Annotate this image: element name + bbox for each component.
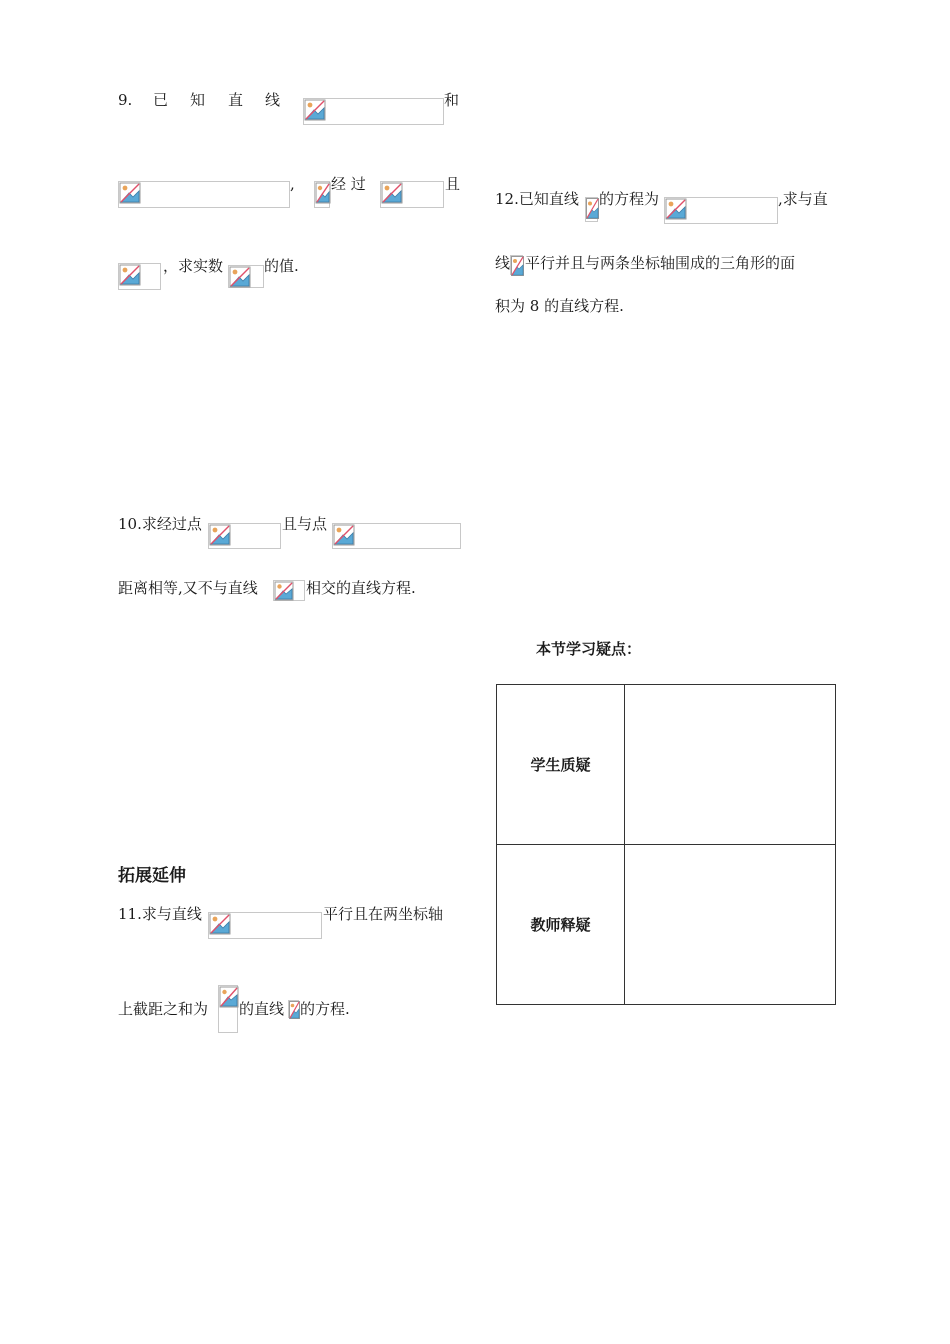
doubts-table — [496, 684, 836, 1005]
broken-image-icon — [333, 524, 355, 546]
row-label: 教师释疑 — [497, 845, 625, 1005]
q12-text: 的方程为 — [599, 190, 660, 208]
q9-and2: 且 — [445, 175, 461, 193]
q11-text: 平行且在两坐标轴 — [323, 905, 444, 923]
q11-text: 上截距之和为 — [118, 1000, 209, 1018]
broken-image-icon — [304, 99, 326, 121]
broken-image-icon — [219, 986, 239, 1008]
broken-image-icon — [586, 198, 599, 220]
q11-text: 的直线 — [239, 1000, 285, 1018]
broken-image-icon — [119, 264, 141, 286]
q9-ask: ，求实数 — [163, 257, 224, 275]
broken-image-icon — [315, 182, 331, 204]
q12-text: 平行并且与两条坐标轴围成的三角形的面 — [525, 254, 796, 272]
formula-image — [585, 197, 598, 222]
table-row — [497, 845, 836, 1005]
q12-text: 线 — [495, 254, 511, 272]
doubts-title: 本节学习疑点： — [536, 640, 642, 658]
q10-text: 10.求经过点 — [118, 515, 202, 533]
q12-text: 12.已知直线 — [495, 190, 579, 208]
q9-char: 知 — [190, 91, 206, 109]
formula-image — [118, 263, 161, 290]
broken-image-icon — [289, 1001, 300, 1019]
broken-image-icon — [665, 198, 687, 220]
answer-cell[interactable] — [625, 685, 836, 845]
broken-image-icon — [381, 182, 403, 204]
q10-text: 相交的直线方程. — [306, 579, 416, 597]
formula-image — [664, 197, 778, 224]
q9-and: 和 — [444, 91, 460, 109]
q9-number: 9. — [118, 91, 133, 109]
answer-cell[interactable] — [625, 845, 836, 1005]
q11-text: 11.求与直线 — [118, 905, 202, 923]
formula-image — [208, 912, 322, 939]
broken-image-icon — [274, 581, 294, 601]
q12-text: 积为 8 的直线方程. — [495, 297, 624, 315]
q9-value: 的值. — [264, 257, 299, 275]
q9-comma: , — [290, 175, 295, 193]
formula-image — [218, 985, 238, 1033]
formula-image — [303, 98, 444, 125]
q10-text: 距离相等,又不与直线 — [118, 579, 258, 597]
broken-image-icon — [119, 182, 141, 204]
q9-char: 直 — [228, 91, 244, 109]
formula-image — [314, 181, 330, 208]
formula-image — [332, 523, 461, 549]
q11-text: 的方程. — [300, 1000, 350, 1018]
table-row — [497, 685, 836, 845]
formula-image — [380, 181, 444, 208]
formula-image — [273, 580, 305, 601]
q9-char: 已 — [153, 91, 169, 109]
formula-image — [118, 181, 290, 208]
q12-text: ,求与直 — [778, 190, 828, 208]
row-label: 学生质疑 — [497, 685, 625, 845]
formula-image — [288, 1000, 299, 1018]
broken-image-icon — [209, 524, 231, 546]
section-title: 拓展延伸 — [118, 866, 186, 886]
formula-image — [228, 265, 264, 288]
q9-passes: 经 过 — [331, 175, 366, 193]
formula-image — [208, 523, 281, 549]
formula-image — [510, 255, 523, 275]
q10-text: 且与点 — [282, 515, 328, 533]
q9-char: 线 — [265, 91, 281, 109]
broken-image-icon — [511, 256, 524, 276]
broken-image-icon — [209, 913, 231, 935]
broken-image-icon — [229, 266, 251, 288]
